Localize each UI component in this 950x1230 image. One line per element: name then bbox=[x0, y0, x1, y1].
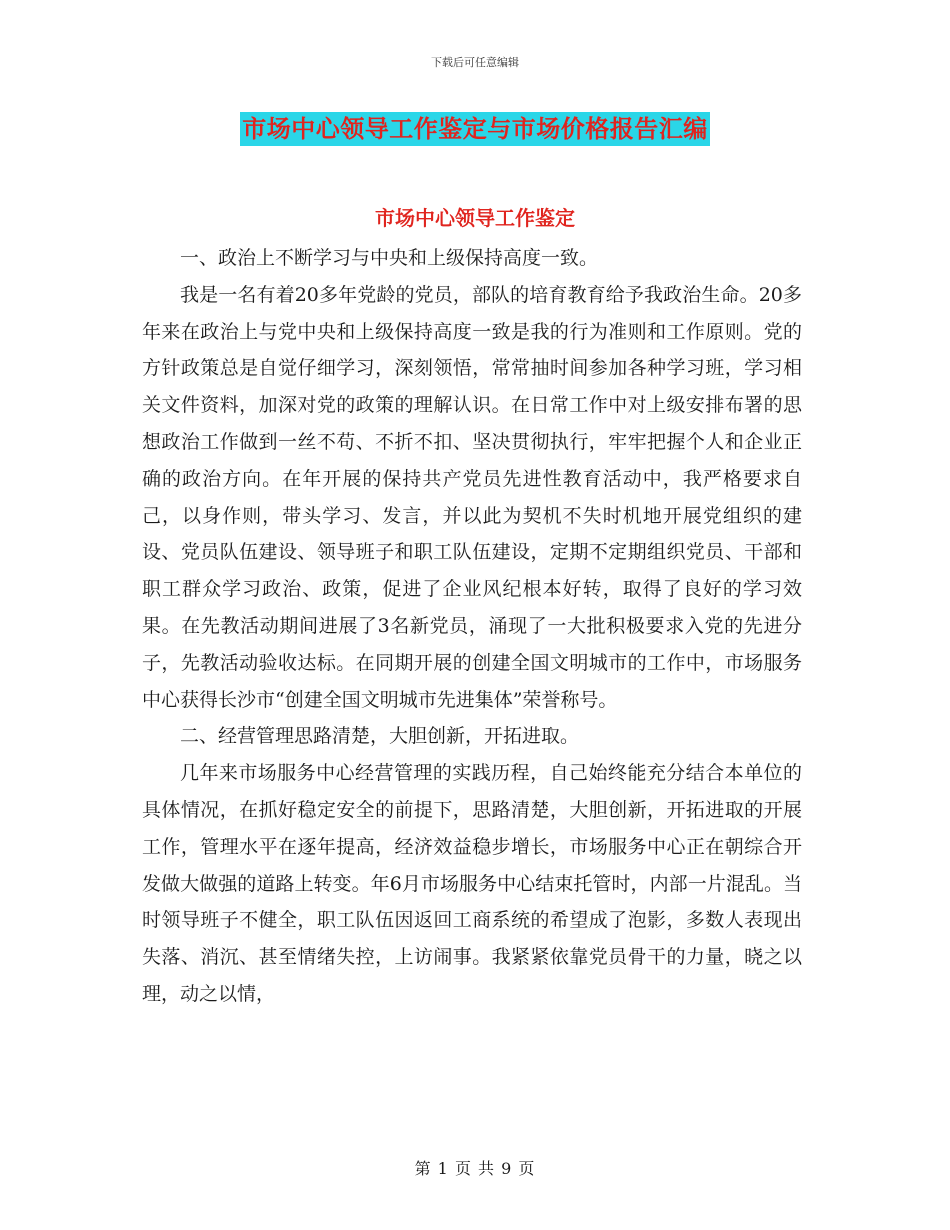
header-note: 下载后可任意编辑 bbox=[431, 56, 519, 69]
document-body bbox=[142, 222, 802, 1013]
section-title: 市场中心领导工作鉴定 bbox=[375, 206, 575, 230]
document-title: 市场中心领导工作鉴定与市场价格报告汇编 bbox=[240, 112, 710, 146]
paragraph-heading-1: 一、政治上不断学习与中央和上级保持高度一致。 bbox=[180, 247, 599, 269]
paragraph-body-2: 几年来市场服务中心经营管理的实践历程，自己始终能充分结合本单位的具体情况，在抓好稳定安全的前提下，思路清楚，大胆创新，开拓进取的开展工作，管理水平在逐年提高，经济效益稳步增长，市场服务中心正在朝综合开发做大做强的道路上转变。年6月市场服务中心结束托管时，内部一片混乱。当时领导班子不健全，职工队伍因返回工商系统的希望成了泡影，多数人表现出失落、消沉、甚至情绪失控，上访闹事。我紧紧依靠党员骨干的力量，晓之以理，动之以情， bbox=[142, 762, 802, 1005]
paragraph-body-1: 我是一名有着20多年党龄的党员，部队的培育教育给予我政治生命。20多年来在政治上与党中央和上级保持高度一致是我的行为准则和工作原则。党的方针政策总是自觉仔细学习，深刻领悟，常常抽时间参加各种学习班，学习相关文件资料，加深对党的政策的理解认识。在日常工作中对上级安排布署的思想政治工作做到一丝不苟、不折不扣、坚决贯彻执行，牢牢把握个人和企业正确的政治方向。在年开展的保持共产党员先进性教育活动中，我严格要求自己，以身作则，带头学习、发言，并以此为契机不失时机地开展党组织的建设、党员队伍建设、领导班子和职工队伍建设，定期不定期组织党员、干部和职工群众学习政治、政策，促进了企业风纪根本好转，取得了良好的学习效果。在先教活动期间进展了3名新党员，涌现了一大批积极要求入党的先进分子，先教活动验收达标。在同期开展的创建全国文明城市的工作中，市场服务中心获得长沙市“创建全国文明城市先进集体”荣誉称号。 bbox=[142, 283, 802, 711]
main-title-container bbox=[0, 112, 950, 146]
page-footer: 第 1 页 共 9 页 bbox=[414, 1159, 536, 1178]
paragraph-heading-2: 二、经营管理思路清楚，大胆创新，开拓进取。 bbox=[180, 725, 580, 748]
